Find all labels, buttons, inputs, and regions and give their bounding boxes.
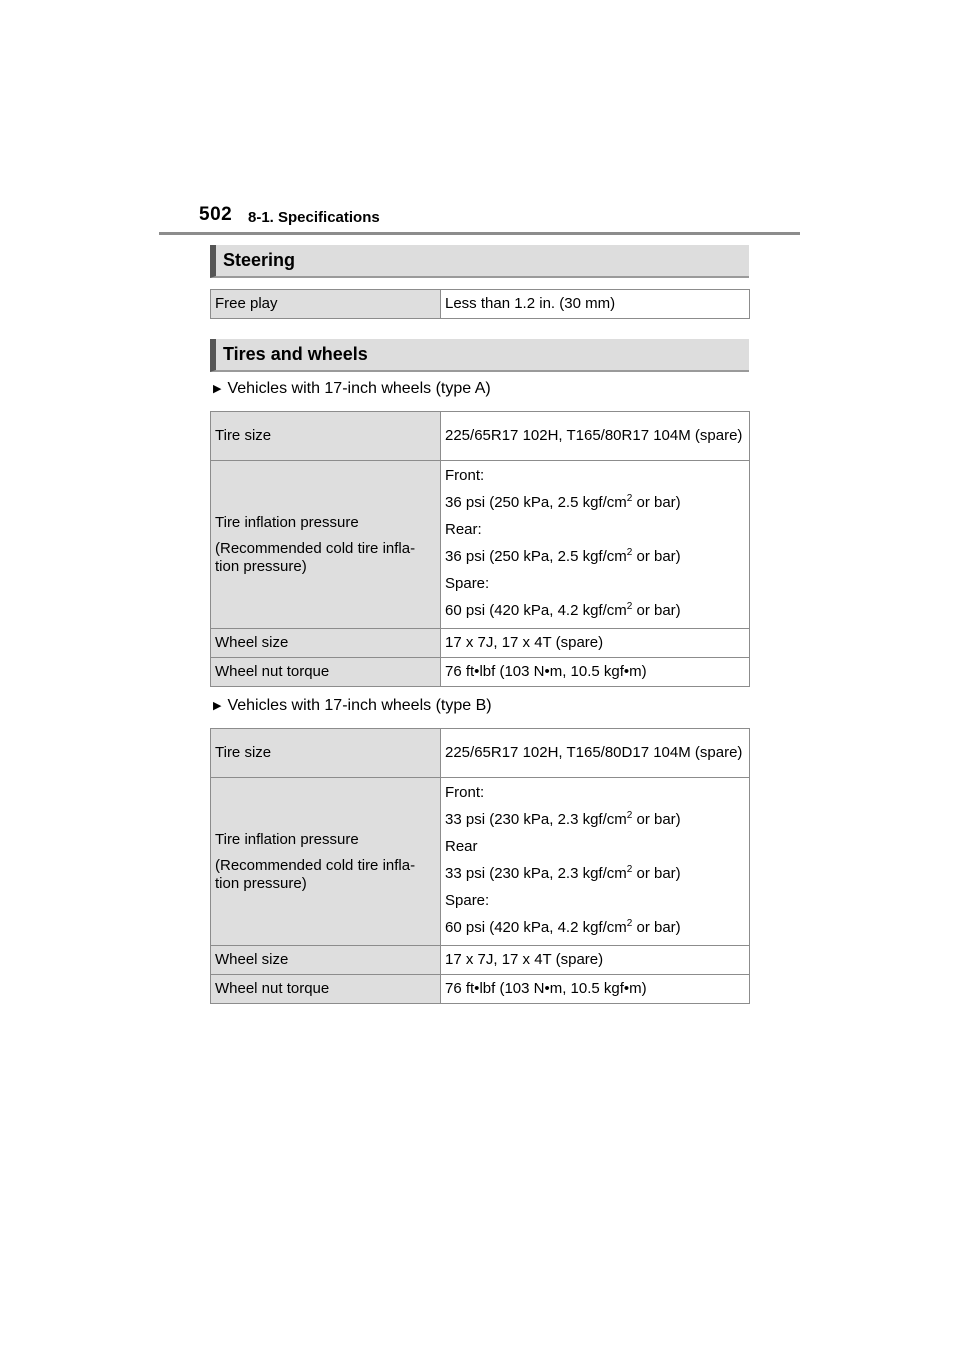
- pressure-label: [211, 778, 441, 946]
- pressure-value: [441, 461, 750, 629]
- wheel-size-value: 17 x 7J, 17 x 4T (spare): [441, 946, 750, 975]
- free-play-value: Less than 1.2 in. (30 mm): [441, 290, 750, 319]
- type-a-table: [210, 411, 750, 687]
- type-a-heading-text: Vehicles with 17-inch wheels (type A): [227, 380, 491, 397]
- table-row: [211, 461, 750, 629]
- table-row: [211, 412, 750, 461]
- tire-size-label: Tire size: [211, 729, 441, 778]
- bullet-triangle-icon: ▶: [213, 700, 222, 712]
- section-title: 8-1. Specifications: [248, 209, 380, 226]
- wheel-size-label: Wheel size: [211, 946, 441, 975]
- table-row: [211, 778, 750, 946]
- page-number: 502: [199, 204, 233, 225]
- pressure-label-note: (Recommended cold tire infla- tion pressure): [215, 539, 416, 575]
- tire-size-label: Tire size: [211, 412, 441, 461]
- page-header: [199, 204, 800, 234]
- rear-label: Rear:: [445, 521, 482, 538]
- spare-label: Spare:: [445, 575, 490, 592]
- pressure-label-note: (Recommended cold tire infla- tion pressure): [215, 856, 416, 892]
- front-label: Front:: [445, 784, 485, 801]
- type-b-heading: [213, 697, 492, 715]
- type-b-table: [210, 728, 750, 1004]
- rear-pressure: 33 psi (230 kPa, 2.3 kgf/$cm^2$ or bar): [445, 864, 681, 882]
- wheel-nut-torque-value: 76 ft•lbf (103 N•m, 10.5 kgf•m): [441, 975, 750, 1004]
- wheel-nut-torque-label: Wheel nut torque: [211, 658, 441, 687]
- steering-table: [210, 289, 750, 319]
- wheel-nut-torque-label: Wheel nut torque: [211, 975, 441, 1004]
- wheel-nut-torque-value: 76 ft•lbf (103 N•m, 10.5 kgf•m): [441, 658, 750, 687]
- table-row: [211, 658, 750, 687]
- type-a-heading: [213, 380, 491, 398]
- table-row: [211, 946, 750, 975]
- tire-size-value: 225/65R17 102H, T165/80R17 104M (spare): [441, 412, 750, 461]
- table-row: [211, 975, 750, 1004]
- front-pressure: 36 psi (250 kPa, 2.5 kgf/$cm^2$ or bar): [445, 493, 681, 511]
- table-row: [211, 629, 750, 658]
- table-row: [211, 729, 750, 778]
- tires-heading: Tires and wheels: [210, 339, 749, 372]
- rear-pressure: 36 psi (250 kPa, 2.5 kgf/$cm^2$ or bar): [445, 547, 681, 565]
- spare-pressure: 60 psi (420 kPa, 4.2 kgf/$cm^2$ or bar): [445, 918, 681, 936]
- pressure-label-main: Tire inflation pressure: [215, 513, 359, 531]
- rear-label: Rear: [445, 838, 478, 855]
- front-pressure: 33 psi (230 kPa, 2.3 kgf/$cm^2$ or bar): [445, 810, 681, 828]
- pressure-label: [211, 461, 441, 629]
- front-label: Front:: [445, 467, 485, 484]
- tire-size-value: 225/65R17 102H, T165/80D17 104M (spare): [441, 729, 750, 778]
- free-play-label: Free play: [211, 290, 441, 319]
- spare-pressure: 60 psi (420 kPa, 4.2 kgf/$cm^2$ or bar): [445, 601, 681, 619]
- spare-label: Spare:: [445, 892, 490, 909]
- pressure-value: [441, 778, 750, 946]
- wheel-size-value: 17 x 7J, 17 x 4T (spare): [441, 629, 750, 658]
- wheel-size-label: Wheel size: [211, 629, 441, 658]
- bullet-triangle-icon: ▶: [213, 383, 222, 395]
- type-b-heading-text: Vehicles with 17-inch wheels (type B): [227, 697, 492, 714]
- header-rule: [159, 232, 800, 235]
- pressure-label-main: Tire inflation pressure: [215, 830, 359, 848]
- table-row: [211, 290, 750, 319]
- steering-heading: Steering: [210, 245, 749, 278]
